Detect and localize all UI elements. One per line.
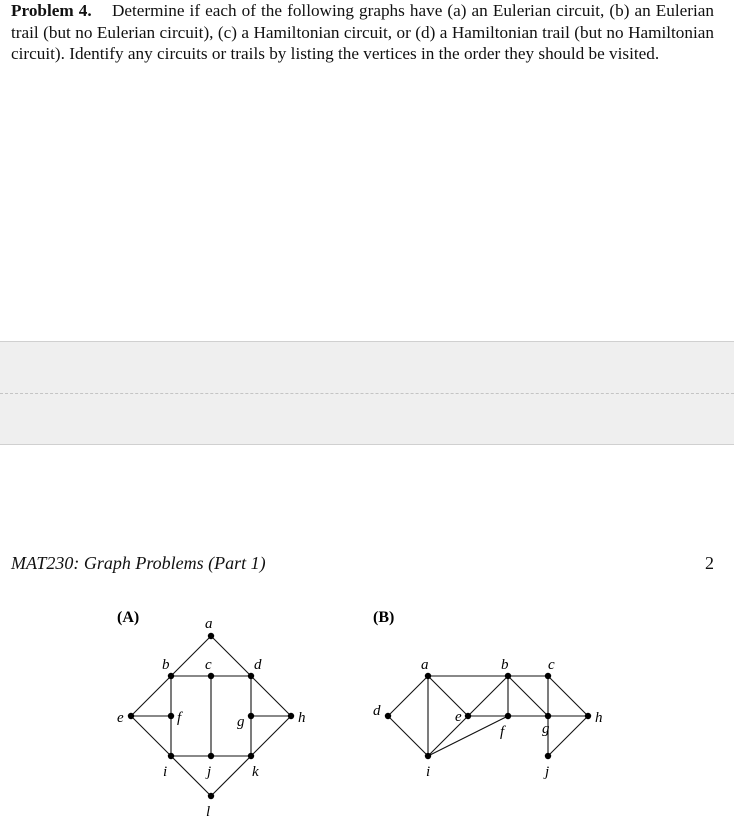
graph-b-vertex-g bbox=[545, 713, 551, 719]
graph-a-vertex-label-l: l bbox=[206, 804, 211, 820]
graph-a-edge-k-l bbox=[211, 756, 251, 796]
graph-b-vertex-label-g: g bbox=[542, 721, 550, 737]
graph-b-vertex-e bbox=[465, 713, 471, 719]
graph-a-vertex-label-i: i bbox=[163, 764, 168, 780]
graph-a-vertex-label-e: e bbox=[117, 710, 124, 726]
graph-b-edge-a-e bbox=[428, 676, 468, 716]
graph-b-vertex-c bbox=[545, 673, 551, 679]
graph-b-vertex-label-d: d bbox=[373, 703, 381, 719]
graph-b-vertex-label-c: c bbox=[548, 657, 555, 673]
graph-b-edge-e-i bbox=[428, 716, 468, 756]
graph-a-edge-e-i bbox=[131, 716, 171, 756]
graph-a-vertex-label-d: d bbox=[254, 657, 262, 673]
graph-b-vertex-j bbox=[545, 753, 551, 759]
graph-b-edge-b-g bbox=[508, 676, 548, 716]
graph-a-vertex-label-j: j bbox=[207, 764, 212, 780]
graph-b-vertex-label-a: a bbox=[421, 657, 429, 673]
graph-a-vertex-label-g: g bbox=[237, 714, 245, 730]
graph-b-vertex-label-f: f bbox=[500, 724, 505, 740]
graph-b-vertex-label-h: h bbox=[595, 710, 603, 726]
graph-b-vertex-label-i: i bbox=[426, 764, 431, 780]
graph-a-vertex-a bbox=[208, 633, 214, 639]
graph-a-vertex-j bbox=[208, 753, 214, 759]
graph-a-edge-d-h bbox=[251, 676, 291, 716]
graph-a-edge-h-k bbox=[251, 716, 291, 756]
graph-b-edge-a-d bbox=[388, 676, 428, 716]
graph-a-edge-b-e bbox=[131, 676, 171, 716]
graph-b-vertex-d bbox=[385, 713, 391, 719]
graph-b-vertex-i bbox=[425, 753, 431, 759]
graph-a-edge-i-l bbox=[171, 756, 211, 796]
graph-b-vertex-label-j: j bbox=[545, 764, 550, 780]
graph-a-vertex-l bbox=[208, 793, 214, 799]
graph-b-vertex-b bbox=[505, 673, 511, 679]
graph-a-vertex-i bbox=[168, 753, 174, 759]
graph-b-edge-c-h bbox=[548, 676, 588, 716]
graph-a-edge-a-d bbox=[211, 636, 251, 676]
graph-a-vertex-label-b: b bbox=[162, 657, 170, 673]
page-header-title: MAT230: Graph Problems (Part 1) bbox=[11, 553, 266, 573]
graph-a-vertex-g bbox=[248, 713, 254, 719]
graph-a-vertex-label-a: a bbox=[205, 616, 213, 632]
graph-a-vertex-b bbox=[168, 673, 174, 679]
graph-a-vertex-f bbox=[168, 713, 174, 719]
graph-a-vertex-d bbox=[248, 673, 254, 679]
graph-a-vertex-e bbox=[128, 713, 134, 719]
problem-label: Problem 4. bbox=[11, 1, 92, 20]
problem-text: Determine if each of the following graphs have (a) an Eulerian circuit, (b) an Eulerian trail (but no Eulerian circuit), (c) a Hamiltonian circuit, or (d) a Hamiltonian trail (but no Hamiltonian circuit). Identify any circuits or trails by listing the vertices in the order they should be visited. bbox=[11, 1, 714, 64]
graph-b-vertex-a bbox=[425, 673, 431, 679]
graph-a-vertex-label-h: h bbox=[298, 710, 306, 726]
graph-b-edge-h-j bbox=[548, 716, 588, 756]
graph-b-edge-f-i bbox=[428, 716, 508, 756]
graph-a-vertex-label-f: f bbox=[177, 710, 182, 726]
graph-b-edge-d-i bbox=[388, 716, 428, 756]
graph-b-label: (B) bbox=[373, 609, 395, 626]
graph-a-vertex-label-k: k bbox=[252, 764, 259, 780]
graph-a-label: (A) bbox=[117, 609, 140, 626]
graph-b-vertex-h bbox=[585, 713, 591, 719]
graph-a-vertex-h bbox=[288, 713, 294, 719]
graph-b-vertex-label-e: e bbox=[455, 709, 462, 725]
graph-a-vertex-k bbox=[248, 753, 254, 759]
graph-a-vertex-label-c: c bbox=[205, 657, 212, 673]
page-number: 2 bbox=[705, 553, 714, 573]
graph-b-vertex-label-b: b bbox=[501, 657, 509, 673]
graph-b-vertex-f bbox=[505, 713, 511, 719]
graph-a-vertex-c bbox=[208, 673, 214, 679]
graph-b-edge-e-b bbox=[468, 676, 508, 716]
